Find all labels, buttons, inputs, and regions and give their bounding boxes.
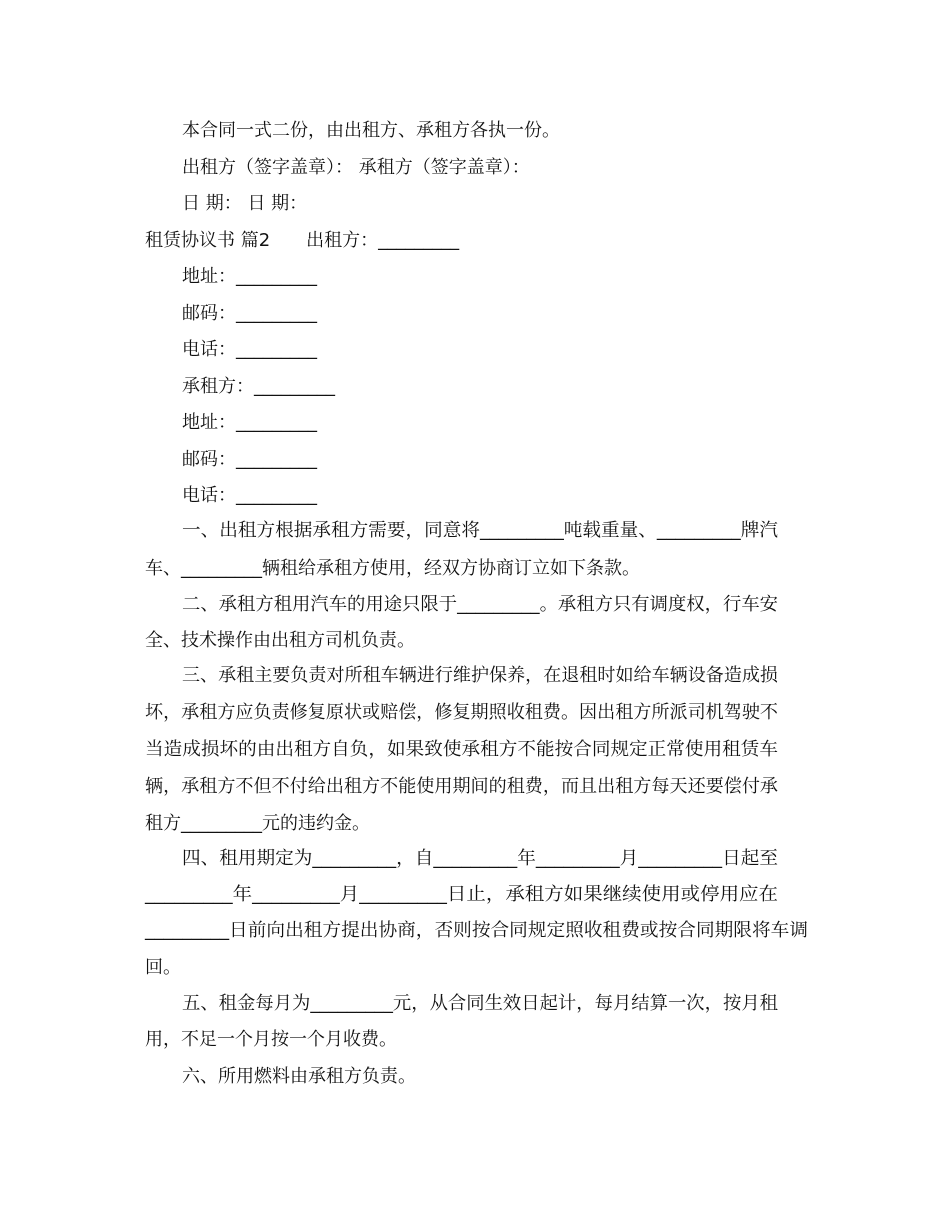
lessee-phone-field: 电话：_________	[182, 485, 317, 506]
lessor-address-field: 地址：_________	[182, 266, 317, 287]
date-line: 日 期： 日 期：	[182, 193, 308, 214]
clause-3-line-5: 租方_________元的违约金。	[145, 813, 370, 834]
clause-3-line-3: 当造成损坏的由出租方自负，如果致使承租方不能按合同规定正常使用租赁车	[145, 739, 778, 760]
clause-3-line-4: 辆，承租方不但不付给出租方不能使用期间的租费，而且出租方每天还要偿付承	[145, 776, 778, 797]
signature-line: 出租方（签字盖章）： 承租方（签字盖章）：	[182, 157, 530, 178]
clause-4-line-2: _________年_________月_________日止，承租方如果继续使用或停用应在	[145, 884, 778, 905]
clause-2-line-2: 全、技术操作由出租方司机负责。	[145, 630, 415, 651]
clause-3-line-1: 三、承租主要负责对所租车辆进行维护保养，在退租时如给车辆设备造成损	[182, 665, 778, 686]
clause-1-line-1: 一、出租方根据承租方需要，同意将_________吨载重量、_________牌汽	[182, 520, 778, 541]
lessee-address-field: 地址：_________	[182, 412, 317, 433]
clause-1-line-2: 车、_________辆租给承租方使用，经双方协商订立如下条款。	[145, 558, 640, 579]
section-heading-lessor: 租赁协议书 篇2 出租方：_________	[145, 230, 460, 251]
clause-5-line-1: 五、租金每月为_________元，从合同生效日起计，每月结算一次，按月租	[182, 993, 779, 1014]
clause-5-line-2: 用，不足一个月按一个月收费。	[145, 1029, 397, 1050]
lessee-field: 承租方：_________	[182, 376, 335, 397]
clause-3-line-2: 坏，承租方应负责修复原状或赔偿，修复期照收租费。因出租方所派司机驾驶不	[145, 702, 778, 723]
clause-4-line-1: 四、租用期定为_________，自_________年_________月_________日起至	[182, 848, 778, 869]
lessee-postcode-field: 邮码：_________	[182, 449, 317, 470]
clause-4-line-4: 回。	[145, 957, 181, 978]
clause-6-line-1: 六、所用燃料由承租方负责。	[182, 1066, 416, 1087]
clause-4-line-3: _________日前向出租方提出协商，否则按合同规定照收租费或按合同期限将车调	[145, 920, 808, 941]
clause-2-line-1: 二、承租方租用汽车的用途只限于_________。承租方只有调度权，行车安	[182, 594, 779, 615]
lessor-postcode-field: 邮码：_________	[182, 303, 317, 324]
closing-copies-line: 本合同一式二份，由出租方、承租方各执一份。	[182, 120, 560, 141]
lessor-phone-field: 电话：_________	[182, 339, 317, 360]
